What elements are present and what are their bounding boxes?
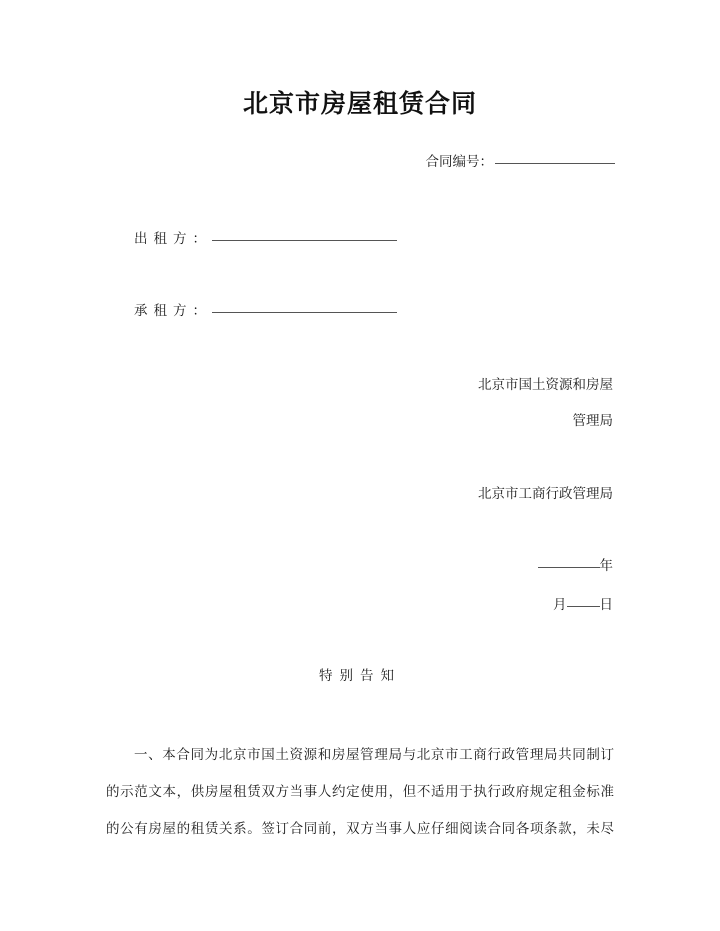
notice-heading: 特别告知 xyxy=(319,668,401,684)
notice-paragraph xyxy=(106,737,614,848)
paragraph-line: 的示范文本，供房屋租赁双方当事人约定使用，但不适用于执行政府规定租金标准 xyxy=(106,784,614,800)
contract-number-row xyxy=(426,150,616,170)
date-month-day-row xyxy=(553,593,613,613)
lessor-field[interactable] xyxy=(212,239,397,241)
paragraph-line: 的公有房屋的租赁关系。签订合同前，双方当事人应仔细阅读合同各项条款，未尽 xyxy=(106,821,614,837)
issuer-2: 北京市工商行政管理局 xyxy=(478,486,613,502)
year-suffix: 年 xyxy=(599,558,613,574)
issuer-1-line-2: 管理局 xyxy=(572,413,613,429)
lessor-label: 出租方： xyxy=(134,231,212,247)
document-title: 北京市房屋租赁合同 xyxy=(242,89,477,118)
year-field[interactable] xyxy=(538,566,600,568)
date-year-row xyxy=(538,554,614,574)
lessor-row xyxy=(134,227,397,247)
day-suffix: 日 xyxy=(599,597,613,613)
lessee-field[interactable] xyxy=(212,311,397,313)
contract-number-field[interactable] xyxy=(495,162,615,164)
paragraph-line: 一、本合同为北京市国土资源和房屋管理局与北京市工商行政管理局共同制订 xyxy=(134,747,614,763)
day-field[interactable] xyxy=(567,605,600,607)
issuer-1-line-1: 北京市国土资源和房屋 xyxy=(478,377,613,393)
lessee-row xyxy=(134,299,397,319)
lessee-label: 承租方： xyxy=(134,303,212,319)
contract-number-label: 合同编号： xyxy=(425,154,493,170)
month-label: 月 xyxy=(553,597,567,613)
